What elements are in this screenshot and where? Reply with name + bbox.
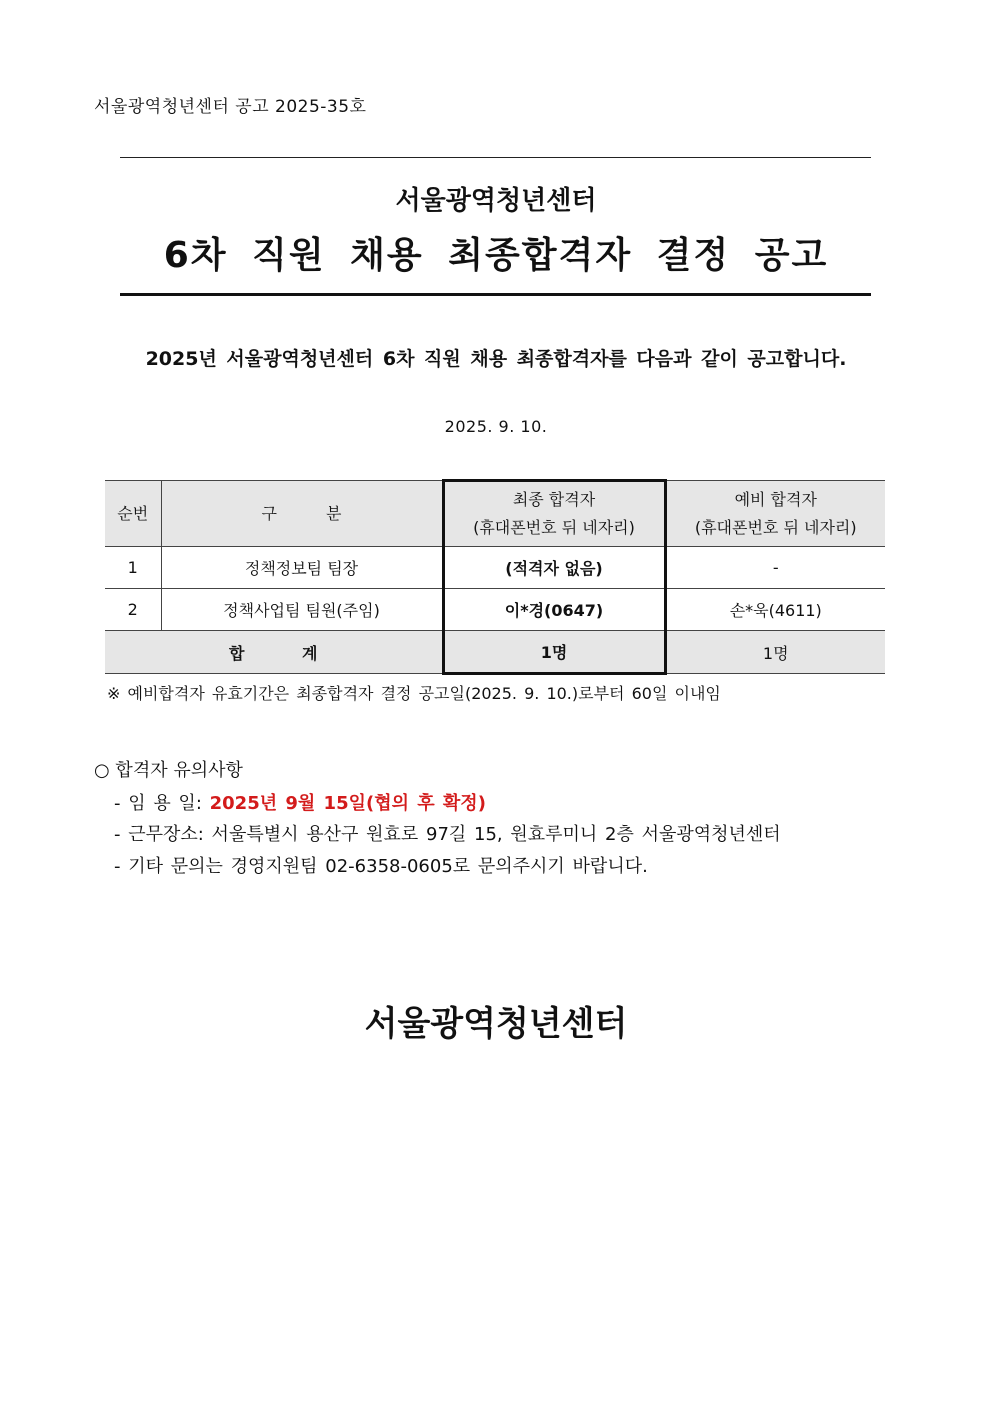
note-contact: - 기타 문의는 경영지원팀 02-6358-0605로 문의주시기 바랍니다. [114, 856, 648, 877]
notes-heading: ○ 합격자 유의사항 [94, 760, 243, 781]
note-start-date [114, 789, 486, 815]
header-reserve-line1: 예비 합격자 [734, 489, 817, 509]
start-date-label: - 임 용 일: [114, 793, 210, 814]
result-table [105, 479, 885, 675]
title-top-rule [120, 157, 871, 158]
title-bottom-rule [120, 293, 871, 296]
reserve-validity-note: ※ 예비합격자 유효기간은 최종합격자 결정 공고일(2025. 9. 10.)로부터 60일 이내임 [107, 684, 721, 703]
table-total-row [105, 631, 885, 674]
total-label: 합 계 [105, 631, 443, 674]
row-reserve: - [665, 547, 885, 589]
row-final: 이*경(0647) [443, 589, 665, 631]
footer-organization: 서울광역청년센터 [364, 1004, 628, 1044]
note-workplace: - 근무장소: 서울특별시 용산구 원효로 97길 15, 원효루미니 2층 서울광역청년센터 [114, 824, 781, 845]
header-reserve-line2: (휴대폰번호 뒤 네자리) [694, 517, 857, 537]
table-row [105, 589, 885, 631]
header-final-line2: (휴대폰번호 뒤 네자리) [473, 518, 635, 537]
table-row [105, 547, 885, 589]
header-category: 구 분 [161, 481, 443, 547]
notice-number: 서울광역청년센터 공고 2025-35호 [94, 97, 367, 117]
organization-title: 서울광역청년센터 [395, 186, 597, 216]
start-date-value: 2025년 9월 15일(협의 후 확정) [209, 793, 486, 814]
table-header-row [105, 481, 885, 547]
row-no: 1 [105, 547, 161, 589]
announcement-lead: 2025년 서울광역청년센터 6차 직원 채용 최종합격자를 다음과 같이 공고합니다. [145, 348, 847, 370]
row-category: 정책사업팀 팀원(주임) [161, 589, 443, 631]
row-category: 정책정보팀 팀장 [161, 547, 443, 589]
header-reserve-passers [665, 481, 885, 547]
row-no: 2 [105, 589, 161, 631]
announcement-title: 6차 직원 채용 최종합격자 결정 공고 [163, 235, 829, 276]
announcement-date: 2025. 9. 10. [444, 417, 548, 436]
total-final: 1명 [443, 631, 665, 674]
header-final-passers [443, 481, 665, 547]
header-no: 순번 [105, 481, 161, 547]
row-reserve: 손*욱(4611) [665, 589, 885, 631]
row-final: (적격자 없음) [443, 547, 665, 589]
total-reserve: 1명 [665, 631, 885, 674]
header-final-line1: 최종 합격자 [512, 490, 596, 509]
